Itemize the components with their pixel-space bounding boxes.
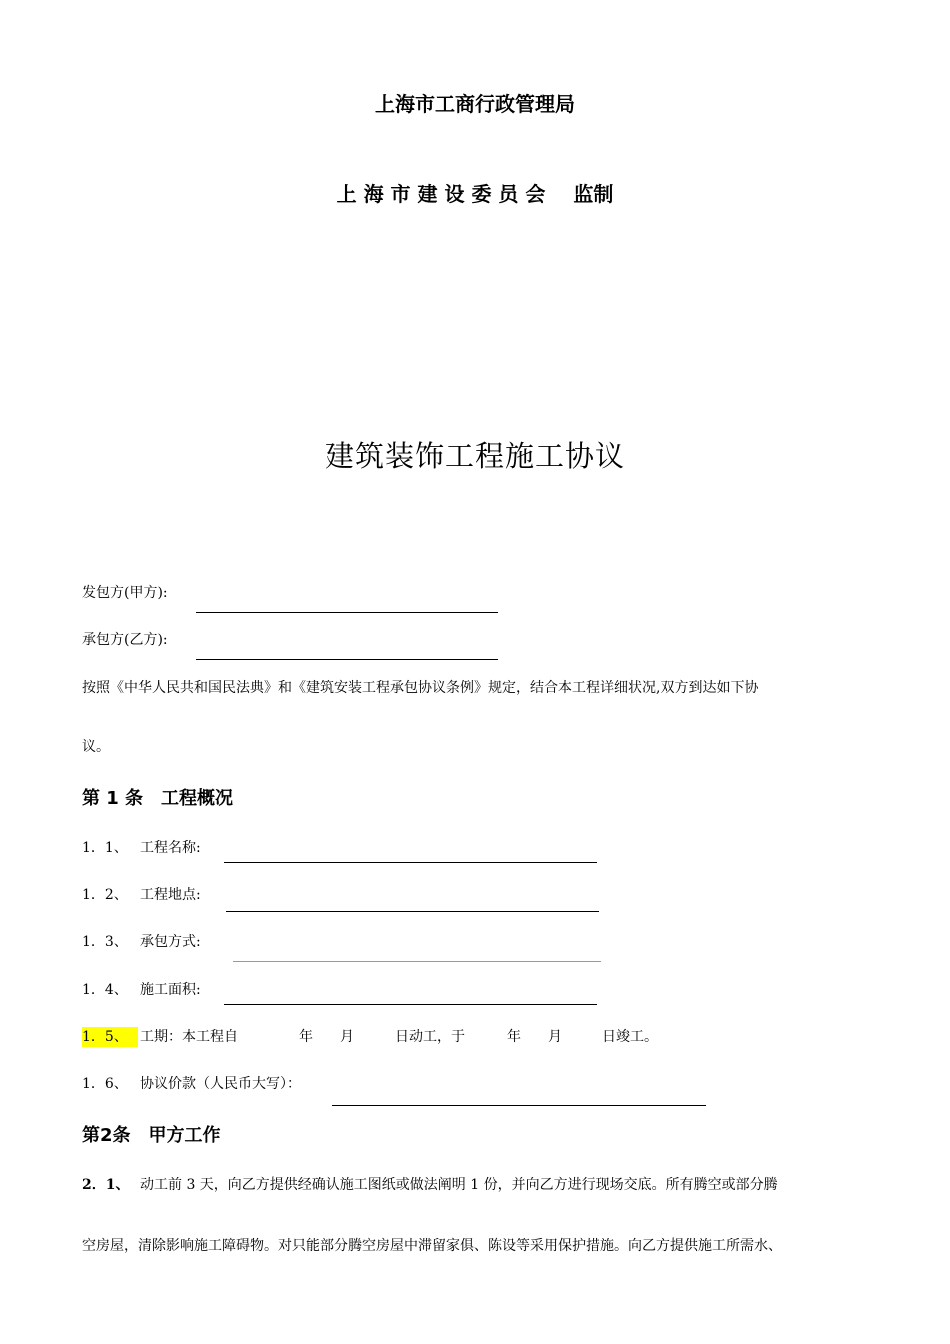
contract-method-blank[interactable] xyxy=(233,961,601,962)
item-1-3-number: 1．3、 xyxy=(82,934,128,950)
item-1-2-label: 工程地点: xyxy=(140,887,201,903)
document-title: 建筑装饰工程施工协议 xyxy=(324,439,625,473)
party-a-label: 发包方(甲方): xyxy=(82,585,168,601)
supervisor-tag: 监制 xyxy=(573,182,614,206)
section-2-title: 第2条 甲方工作 xyxy=(82,1125,221,1146)
party-b-label: 承包方(乙方): xyxy=(82,632,168,648)
period-start-year: 年 xyxy=(299,1029,313,1045)
item-1-4-label: 施工面积: xyxy=(140,982,201,998)
item-1-6-number: 1．6、 xyxy=(82,1076,128,1092)
item-1-1-label: 工程名称: xyxy=(140,840,201,856)
supervisor-line xyxy=(0,178,950,207)
item-2-1-number: 2．1、 xyxy=(82,1177,130,1193)
item-1-5-row xyxy=(82,1027,138,1047)
preamble-line-2: 议。 xyxy=(82,739,110,755)
item-2-1-line-2: 空房屋，清除影响施工障碍物。对只能部分腾空房屋中滞留家俱、陈设等采用保护措施。向乙方提供施工所需水、 xyxy=(82,1238,782,1254)
supervisor-org: 上 海 市 建 设 委 员 会 xyxy=(336,182,546,206)
period-start-day: 日动工，于 xyxy=(395,1029,465,1045)
item-1-2-number: 1．2、 xyxy=(82,887,128,903)
item-1-3-label: 承包方式: xyxy=(140,934,201,950)
item-1-1-number: 1．1、 xyxy=(82,840,128,856)
issuer-line: 上海市工商行政管理局 xyxy=(375,92,575,116)
contract-price-blank[interactable] xyxy=(332,1105,706,1106)
period-prefix: 工期：本工程自 xyxy=(140,1029,238,1045)
period-start-month: 月 xyxy=(340,1029,354,1045)
project-location-blank[interactable] xyxy=(226,911,599,912)
section-1-title: 第 1 条 工程概况 xyxy=(82,788,234,809)
item-1-5-number: 1．5、 xyxy=(82,1027,138,1047)
period-end-year: 年 xyxy=(507,1029,521,1045)
period-end-month: 月 xyxy=(548,1029,562,1045)
item-2-1-line-1: 动工前 3 天，向乙方提供经确认施工图纸或做法阐明 1 份，并向乙方进行现场交底。所有腾空或部分腾 xyxy=(140,1177,778,1193)
project-name-blank[interactable] xyxy=(224,862,597,863)
party-a-blank[interactable] xyxy=(196,612,498,613)
item-1-6-label: 协议价款（人民币大写）： xyxy=(140,1076,301,1092)
item-1-4-number: 1．4、 xyxy=(82,982,128,998)
construction-area-blank[interactable] xyxy=(224,1004,597,1005)
party-b-blank[interactable] xyxy=(196,659,498,660)
preamble-line-1: 按照《中华人民共和国民法典》和《建筑安装工程承包协议条例》规定，结合本工程详细状况,双方到达如下协 xyxy=(82,680,759,696)
period-end-day: 日竣工。 xyxy=(602,1029,658,1045)
